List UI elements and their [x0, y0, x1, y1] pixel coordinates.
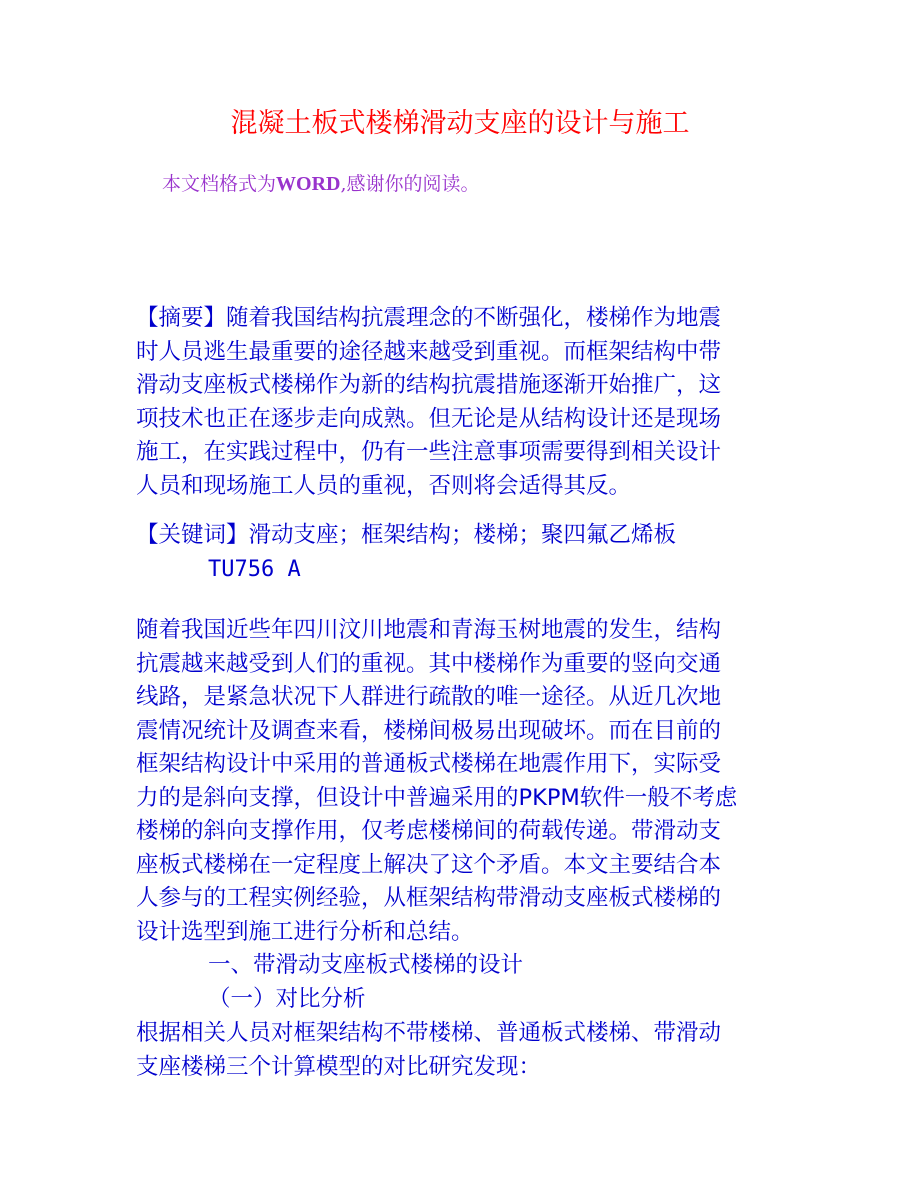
- intro-line: 力的是斜向支撑，但设计中普遍采用的PKPM软件一般不考虑: [136, 784, 738, 811]
- abstract-line: 滑动支座板式楼梯作为新的结构抗震措施逐渐开始推广，这: [136, 372, 722, 398]
- intro-line: 线路，是紧急状况下人群进行疏散的唯一途径。从近几次地: [136, 684, 722, 710]
- intro-line: 抗震越来越受到人们的重视。其中楼梯作为重要的竖向交通: [136, 650, 722, 677]
- intro-line: 随着我国近些年四川汶川地震和青海玉树地震的发生，结构: [136, 617, 722, 643]
- document-title: 混凝土板式楼梯滑动支座的设计与施工: [230, 108, 690, 139]
- abstract-line: 【摘要】随着我国结构抗震理念的不断强化，楼梯作为地震: [136, 305, 722, 331]
- notice-prefix: 本文档格式为: [162, 173, 277, 195]
- intro-line: 框架结构设计中采用的普通板式楼梯在地震作用下，实际受: [136, 751, 722, 777]
- notice-format: WORD: [276, 173, 341, 195]
- notice-suffix: ,感谢你的阅读。: [340, 173, 480, 195]
- comparison-line: 根据相关人员对框架结构不带楼梯、普通板式楼梯、带滑动: [136, 1020, 722, 1046]
- intro-line: 座板式楼梯在一定程度上解决了这个矛盾。本文主要结合本: [136, 851, 722, 878]
- keywords-line: 【关键词】滑动支座；框架结构；楼梯；聚四氟乙烯板: [136, 522, 677, 548]
- intro-paragraph: [136, 614, 776, 1016]
- comparison-paragraph: [136, 1017, 776, 1084]
- format-notice: [162, 170, 480, 198]
- intro-line: 设计选型到施工进行分析和总结。: [136, 918, 474, 945]
- keywords-section: [136, 519, 776, 586]
- intro-line: 楼梯的斜向支撑作用，仅考虑楼梯间的荷载传递。带滑动支: [136, 818, 722, 844]
- abstract-line: 施工，在实践过程中，仍有一些注意事项需要得到相关设计: [136, 439, 722, 465]
- classification-code: TU756 A: [208, 556, 301, 582]
- abstract-line: 项技术也正在逐步走向成熟。但无论是从结构设计还是现场: [136, 405, 722, 432]
- subsection-heading: （一）对比分析: [208, 985, 366, 1012]
- comparison-line: 支座楼梯三个计算模型的对比研究发现：: [136, 1053, 542, 1080]
- section-heading: 一、带滑动支座板式楼梯的设计: [208, 952, 524, 978]
- intro-line: 人参与的工程实例经验，从框架结构带滑动支座板式楼梯的: [136, 885, 722, 911]
- abstract-line: 时人员逃生最重要的途径越来越受到重视。而框架结构中带: [136, 338, 722, 365]
- intro-line: 震情况统计及调查来看，楼梯间极易出现破坏。而在目前的: [136, 717, 722, 744]
- abstract-paragraph: [136, 302, 776, 503]
- abstract-line: 人员和现场施工人员的重视，否则将会适得其反。: [136, 472, 632, 499]
